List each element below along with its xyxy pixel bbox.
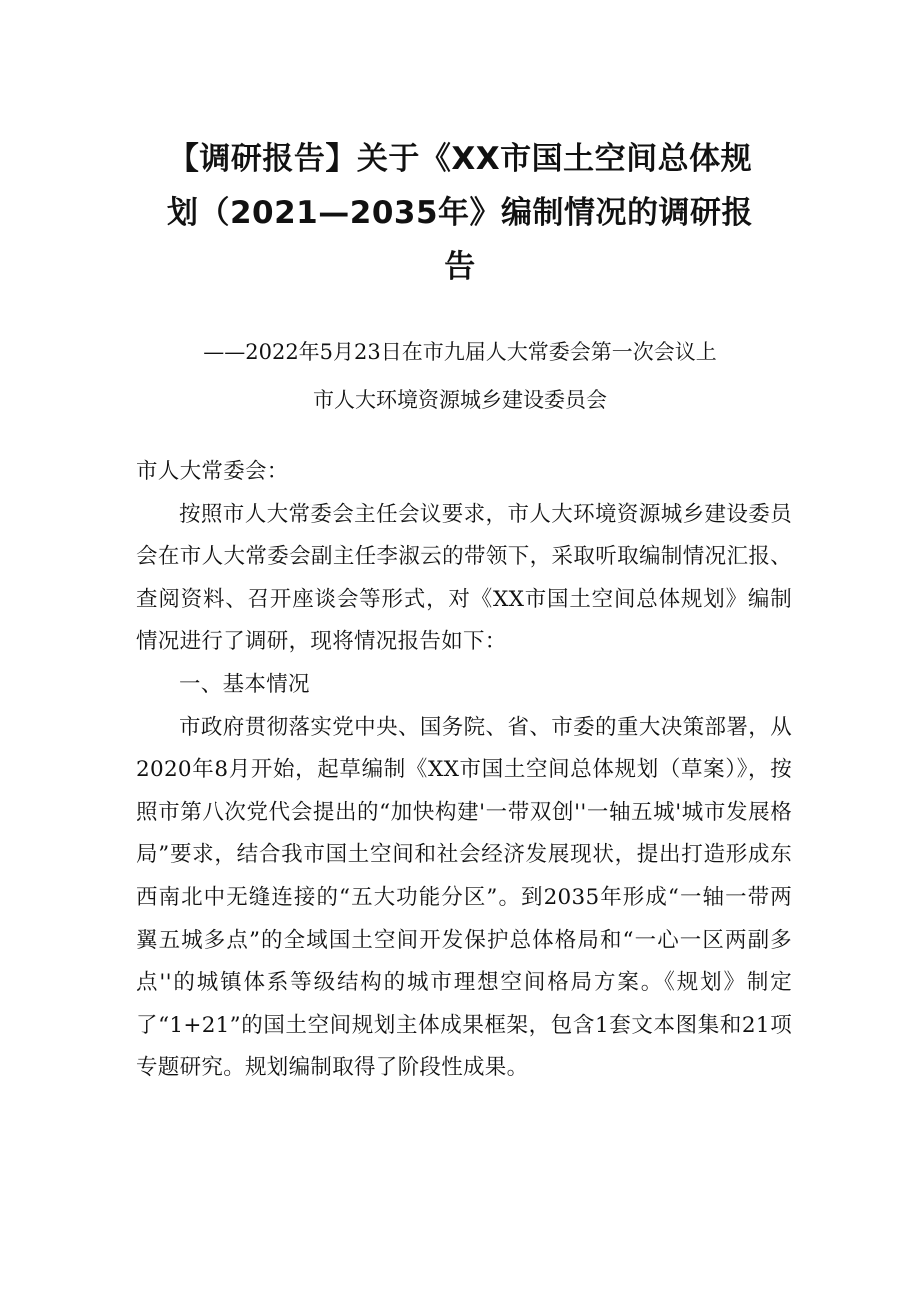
- title-line-2: 划（2021—2035年》编制情况的调研报: [166, 195, 754, 231]
- salutation: 市人大常委会：: [136, 459, 289, 484]
- subtitle-organization: 市人大环境资源城乡建设委员会: [313, 388, 607, 412]
- document-body: [136, 451, 792, 1090]
- section-heading-basic-situation: 一、基本情况: [179, 671, 310, 697]
- subtitle-date: ——2022年5月23日在市九届人大常委会第一次会议上: [203, 340, 717, 364]
- document-title: [110, 132, 810, 294]
- title-line-3: 告: [444, 249, 476, 285]
- paragraph-basic-situation: 市政府贯彻落实党中央、国务院、省、市委的重大决策部署，从2020年8月开始，起草编制《XX市国土空间总体规划（草案）》，按照市第八次党代会提出的“加快构建'一带双创''一轴五城'城市发展格局”要求，结合我市国土空间和社会经济发展现状，提出打造形成东西南北中无缝连接的“五大功能分区”。到2035年形成“一轴一带两翼五城多点”的全域国土空间开发保护总体格局和“一心一区两副多点''的城镇体系等级结构的城市理想空间格局方案。《规划》制定了“1+21”的国土空间规划主体成果框架，包含1套文本图集和21项专题研究。规划编制取得了阶段性成果。: [136, 714, 792, 1081]
- paragraph-intro: 按照市人大常委会主任会议要求，市人大环境资源城乡建设委员会在市人大常委会副主任李淑云的带领下，采取听取编制情况汇报、查阅资料、召开座谈会等形式，对《XX市国土空间总体规划》编制情况进行了调研，现将情况报告如下：: [136, 501, 792, 655]
- title-line-1: 【调研报告】关于《XX市国土空间总体规: [167, 141, 753, 177]
